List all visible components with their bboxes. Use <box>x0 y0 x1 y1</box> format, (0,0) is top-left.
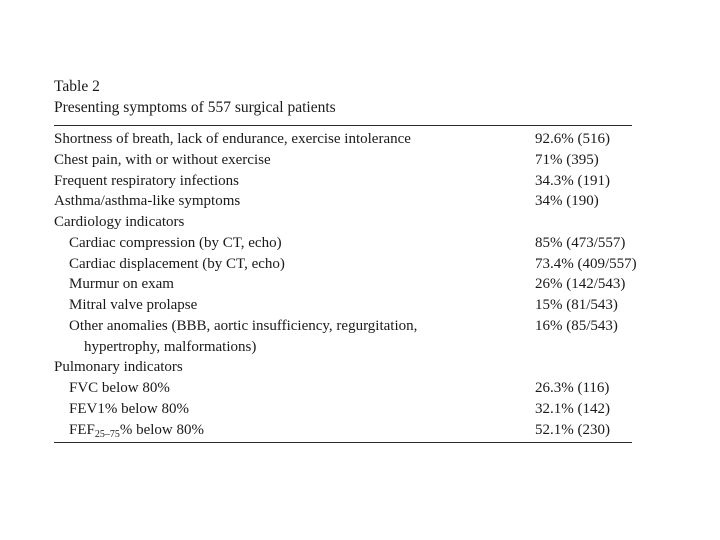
table-row <box>54 191 632 212</box>
row-label: Cardiac displacement (by CT, echo) <box>69 255 285 272</box>
row-label: FVC below 80% <box>69 380 170 396</box>
row-label: FEV1% below 80% <box>69 400 189 417</box>
row-label <box>54 420 535 441</box>
row-value: 71% (395) <box>535 151 599 168</box>
row-label: Cardiac compression (by CT, echo) <box>69 234 282 251</box>
table-bottom-rule <box>54 442 632 443</box>
row-value: 73.4% (409/557) <box>535 255 637 272</box>
table-top-rule <box>54 125 632 126</box>
table-row <box>54 233 632 254</box>
row-value: 52.1% (230) <box>535 421 610 438</box>
table-row-continuation <box>54 337 632 358</box>
row-label: Shortness of breath, lack of endurance, exercise intolerance <box>54 131 411 147</box>
table-row <box>54 295 632 316</box>
fef-suffix: % below 80% <box>119 421 205 438</box>
fef-subscript: 25–75 <box>94 428 120 440</box>
row-label: Cardiology indicators <box>54 214 185 230</box>
row-label: Pulmonary indicators <box>54 359 183 376</box>
row-label: Murmur on exam <box>69 276 174 293</box>
row-value: 16% (85/543) <box>535 317 618 334</box>
table-row <box>54 378 632 399</box>
row-label: Mitral valve prolapse <box>69 297 198 313</box>
table-body <box>54 129 637 440</box>
table-row <box>54 399 632 420</box>
row-label: hypertrophy, malformations) <box>84 338 257 355</box>
fef-prefix: FEF <box>69 421 95 438</box>
section-header-pulmonary <box>54 357 632 378</box>
row-value: 15% (81/543) <box>535 297 618 313</box>
table-row <box>54 150 632 171</box>
row-label: Other anomalies (BBB, aortic insufficiency, regurgitation, <box>69 317 418 334</box>
row-label: Chest pain, with or without exercise <box>54 151 271 168</box>
table-row <box>54 171 632 192</box>
table-row <box>54 274 632 295</box>
table-row <box>54 254 637 275</box>
row-label: Frequent respiratory infections <box>54 172 239 189</box>
table-row <box>54 129 632 150</box>
table-number: Table 2 <box>54 78 100 95</box>
row-value: 34.3% (191) <box>535 172 610 189</box>
row-value: 92.6% (516) <box>535 131 610 147</box>
row-value: 85% (473/557) <box>535 234 626 251</box>
row-label: Asthma/asthma-like symptoms <box>54 193 241 210</box>
row-value: 26% (142/543) <box>535 276 626 293</box>
section-header-cardiology <box>54 212 632 233</box>
row-value: 34% (190) <box>535 193 599 210</box>
row-value: 32.1% (142) <box>535 400 610 417</box>
table-row <box>54 420 632 441</box>
table <box>54 76 637 443</box>
table-row <box>54 316 632 337</box>
table-title: Presenting symptoms of 557 surgical patients <box>54 99 336 116</box>
row-value: 26.3% (116) <box>535 380 610 396</box>
